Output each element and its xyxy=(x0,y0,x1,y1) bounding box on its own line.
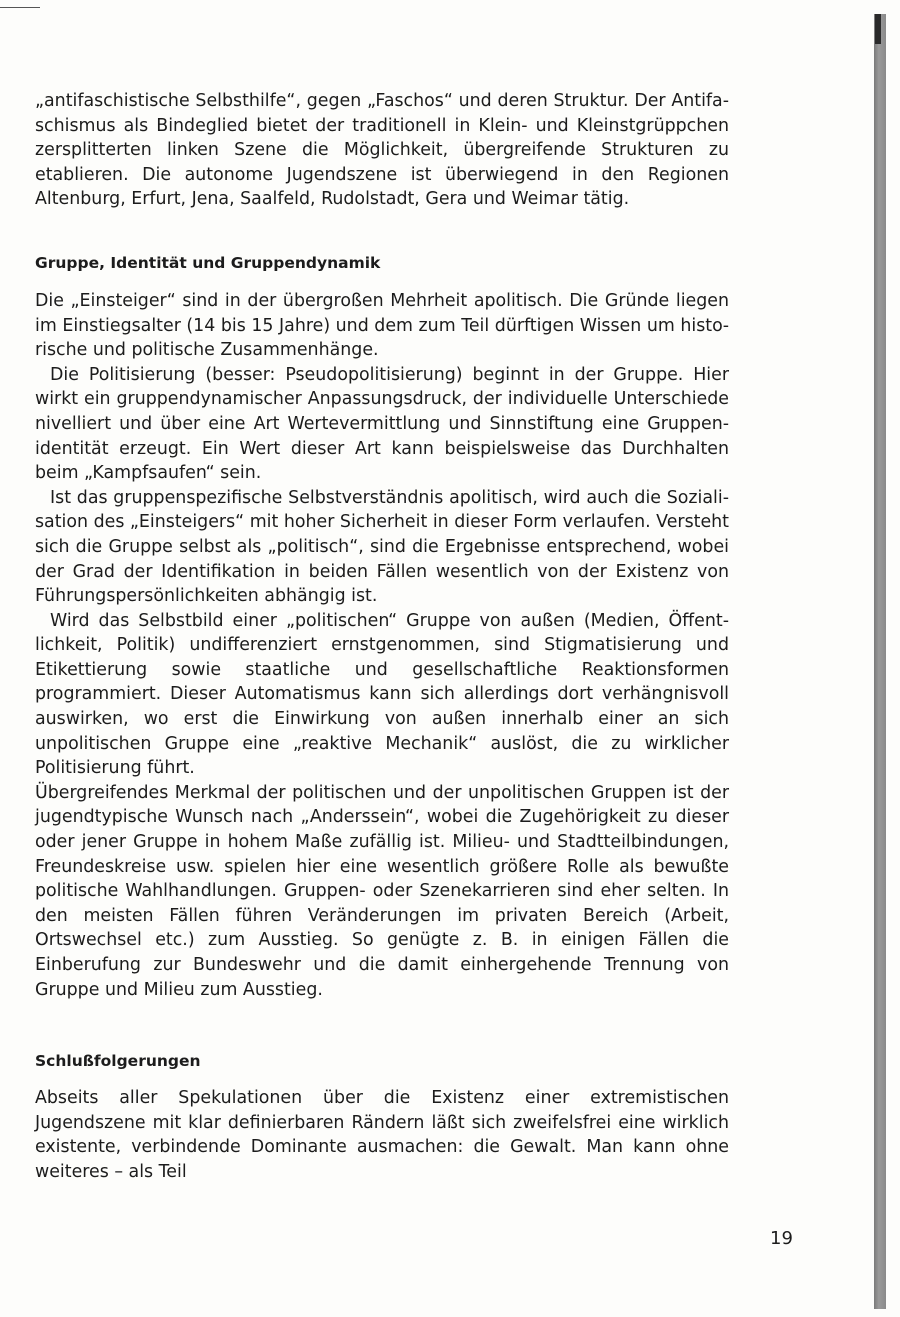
section1-paragraph-5: Übergreifendes Merkmal der politischen und der unpolitischen Gruppen ist der jugendtypische Wunsch nach „Anderssein“, wobei die Zugehörigkeit zu dieser oder jener Gruppe in hohem Maße zufällig ist. Milieu- und Stadtteilbindungen, Freundeskreise usw. spielen hier eine wesentlich größere Rolle als bewußte politische Wahlhandlungen. Gruppen- oder Szenekarrieren sind eher selten. In den meisten Fällen führen Veränderungen im privaten Bereich (Arbeit, Ortswechsel etc.) zum Ausstieg. So genügte z. B. in einigen Fällen die Einberufung zur Bundeswehr und die damit einhergehende Trennung von Gruppe und Milieu zum Ausstieg. xyxy=(35,782,729,1000)
section2-paragraph-1: Abseits aller Spekulationen über die Existenz einer extremistischen Jugendszene mit klar definierbaren Rändern läßt sich zweifelsfrei eine wirklich existente, verbindende Dominante ausmachen: die Gewalt. Man kann ohne weiteres – als Teil xyxy=(35,1088,729,1182)
top-rule xyxy=(0,7,40,8)
section1-paragraph-1: Die „Einsteiger“ sind in der übergroßen Mehrheit apolitisch. Die Gründe liegen im Einstiegsalter (14 bis 15 Jahre) und dem zum Teil dürftigen Wissen um historische und politische Zusammenhänge. xyxy=(35,290,729,361)
section1-paragraph-4: Wird das Selbstbild einer „politischen“ Gruppe von außen (Medien, Öffentlichkeit, Politik) undifferenziert ernstgenommen, sind Stigmatisierung und Etikettierung sowie staatliche und gesellschaftliche Reaktionsformen programmiert. Dieser Automatismus kann sich allerdings dort verhängnisvoll auswirken, wo erst die Einwirkung von außen innerhalb einer an sich unpolitischen Gruppe eine „reaktive Mechanik“ auslöst, die zu wirklicher Politisierung führt. xyxy=(35,610,729,779)
intro-paragraph: „antifaschistische Selbsthilfe“, gegen „Faschos“ und deren Struktur. Der Antifaschismus als Bindeglied bietet der traditionell in Klein- und Kleinstgrüppchen zersplitterten linken Szene die Möglichkeit, übergreifende Strukturen zu etablieren. Die autonome Jugendszene ist überwiegend in den Regionen Altenburg, Erfurt, Jena, Saalfeld, Rudolstadt, Gera und Weimar tätig. xyxy=(35,91,729,210)
section-heading-gruppe: Gruppe, Identität und Gruppendynamik xyxy=(35,253,381,272)
page-edge-dark-top xyxy=(875,14,881,44)
page-edge-shadow xyxy=(874,14,886,1309)
page-number: 19 xyxy=(770,1228,793,1249)
section1-paragraph-3: Ist das gruppenspezifische Selbstverständnis apolitisch, wird auch die Sozialisation des „Einsteigers“ mit hoher Sicherheit in dieser Form verlaufen. Versteht sich die Gruppe selbst als „politisch“, sind die Ergebnisse entsprechend, wobei der Grad der Identifikation in beiden Fällen wesentlich von der Existenz von Führungspersönlichkeiten abhängig ist. xyxy=(35,487,729,607)
page-body xyxy=(35,89,729,1185)
section-heading-schlussfolgerungen: Schlußfolgerungen xyxy=(35,1052,201,1071)
section1-paragraph-2: Die Politisierung (besser: Pseudopolitisierung) beginnt in der Gruppe. Hier wirkt ein gruppendynamischer Anpassungsdruck, der individuelle Unterschiede nivelliert und über eine Art Wertevermittlung und Sinnstiftung eine Gruppenidentität erzeugt. Ein Wert dieser Art kann beispielsweise das Durchhalten beim „Kampfsaufen“ sein. xyxy=(35,364,729,484)
